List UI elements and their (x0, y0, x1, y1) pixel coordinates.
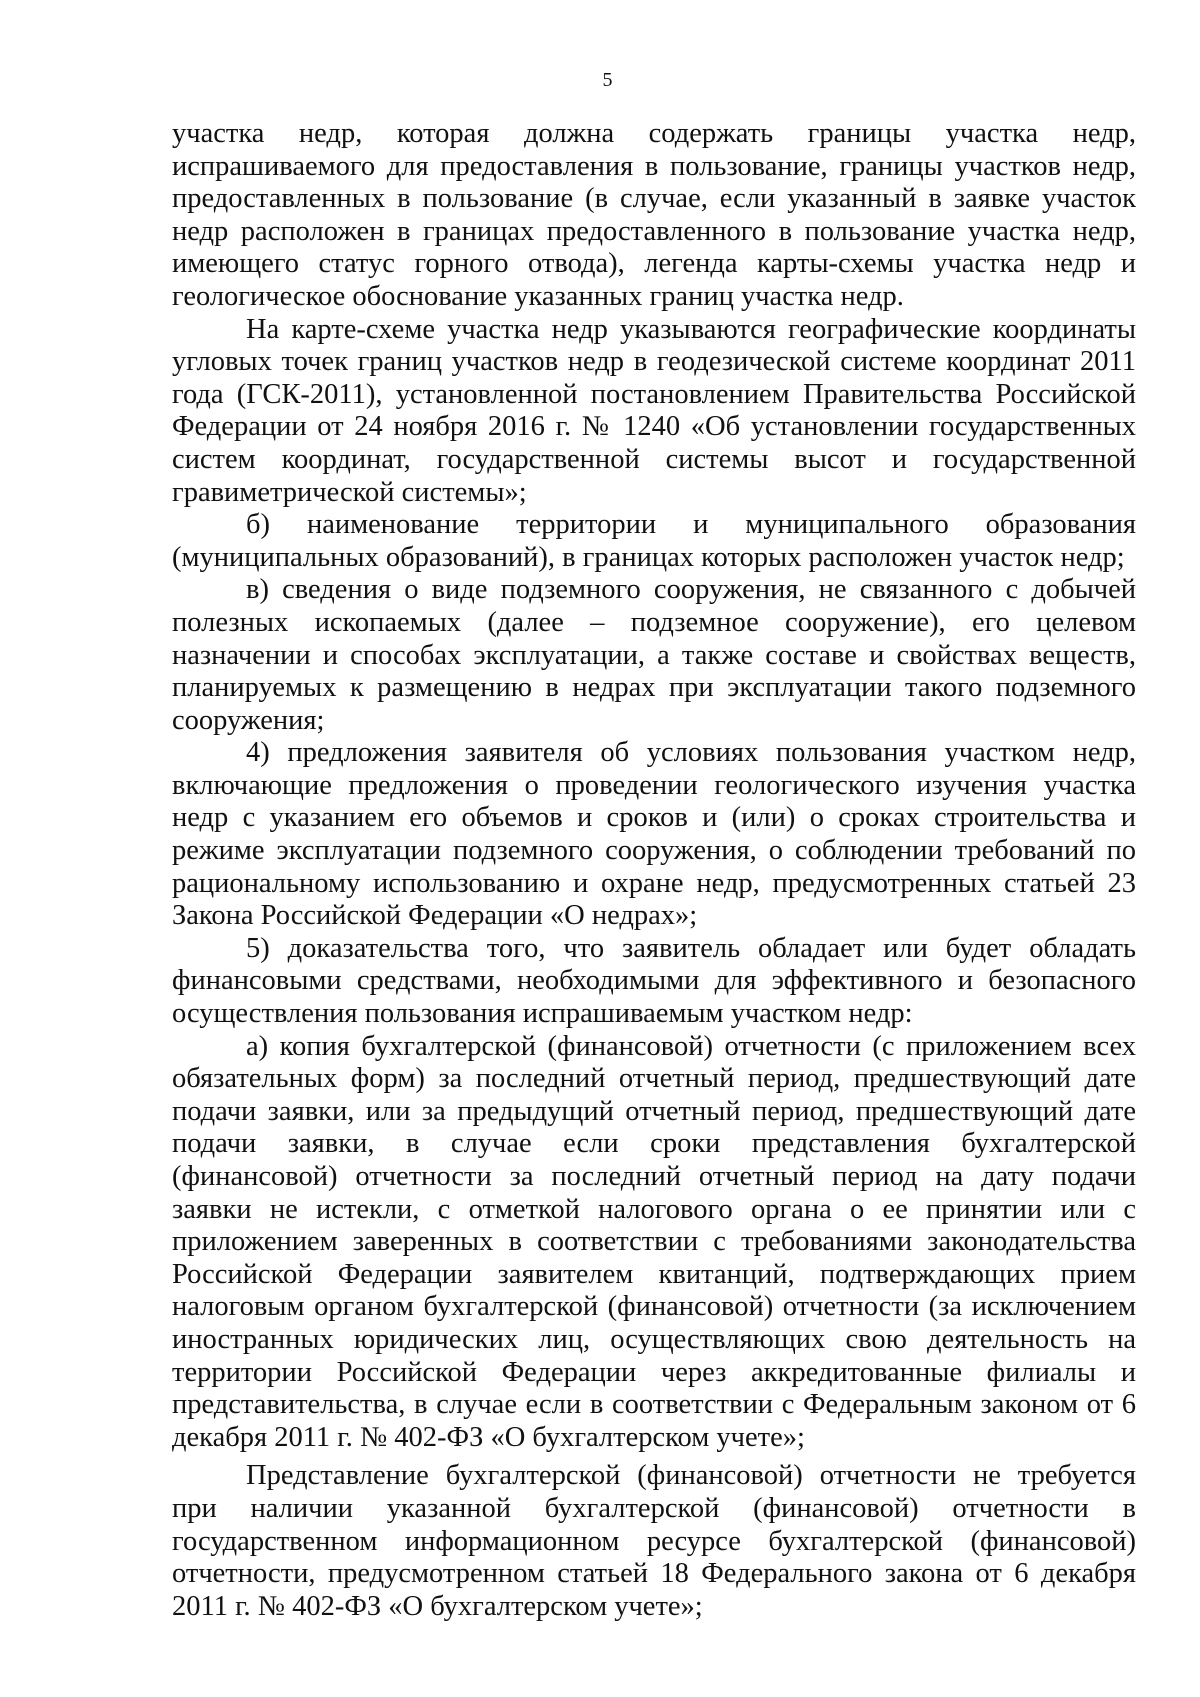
paragraph-continuation: участка недр, которая должна содержать границы участка недр, испрашиваемого для предоставления в пользование, границы участков недр, предоставленных в пользование (в случае, если указанный в заявке участок недр расположен в границах предоставленного в пользование участка недр, имеющего статус горного отвода), легенда карты-схемы участка недр и геологическое обоснование указанных границ участка недр. (172, 118, 1136, 312)
paragraph-item-a: а) копия бухгалтерской (финансовой) отчетности (с приложением всех обязательных форм) за последний отчетный период, предшествующий дате подачи заявки, или за предыдущий отчетный период, предшествующий дате подачи заявки, в случае если сроки представления бухгалтерской (финансовой) отчетности за последний отчетный период на дату подачи заявки не истекли, с отметкой налогового органа о ее принятии или с приложением заверенных в соответствии с требованиями законодательства Российской Федерации заявителем квитанций, подтверждающих прием налоговым органом бухгалтерской (финансовой) отчетности (за исключением иностранных юридических лиц, осуществляющих свою деятельность на территории Российской Федерации через аккредитованные филиалы и представительства, в случае если в соответствии с Федеральным законом от 6 декабря 2011 г. № 402-ФЗ «О бухгалтерском учете»; (172, 1030, 1136, 1453)
paragraph-item-5: 5) доказательства того, что заявитель обладает или будет обладать финансовыми средствами, необходимыми для эффективного и безопасного осуществления пользования испрашиваемым участком недр: (172, 932, 1136, 1030)
paragraph-map-coordinates: На карте-схеме участка недр указываются географические координаты угловых точек границ участков недр в геодезической системе координат 2011 года (ГСК-2011), установленной постановлением Правительства Российской Федерации от 24 ноября 2016 г. № 1240 «Об установлении государственных систем координат, государственной системы высот и государственной гравиметрической системы»; (172, 313, 1136, 508)
paragraph-item-b: б) наименование территории и муниципального образования (муниципальных образований), в границах которых расположен участок недр; (172, 509, 1136, 573)
paragraph-item-4: 4) предложения заявителя об условиях пользования участком недр, включающие предложения о проведении геологического изучения участка недр с указанием его объемов и сроков и (или) о сроках строительства и режиме эксплуатации подземного сооружения, о соблюдении требований по рациональному использованию и охране недр, предусмотренных статьей 23 Закона Российской Федерации «О недрах»; (172, 737, 1136, 932)
paragraph-item-v: в) сведения о виде подземного сооружения, не связанного с добычей полезных ископаемых (далее – подземное сооружение), его целевом назначении и способах эксплуатации, а также составе и свойствах веществ, планируемых к размещению в недрах при эксплуатации такого подземного сооружения; (172, 574, 1136, 736)
page-number: 5 (602, 69, 613, 91)
document-body (172, 118, 1136, 1623)
paragraph-reporting-not-required: Представление бухгалтерской (финансовой) отчетности не требуется при наличии указанной бухгалтерской (финансовой) отчетности в государственном информационном ресурсе бухгалтерской (финансовой) отчетности, предусмотренном статьей 18 Федерального закона от 6 декабря 2011 г. № 402-ФЗ «О бухгалтерском учете»; (172, 1460, 1136, 1622)
